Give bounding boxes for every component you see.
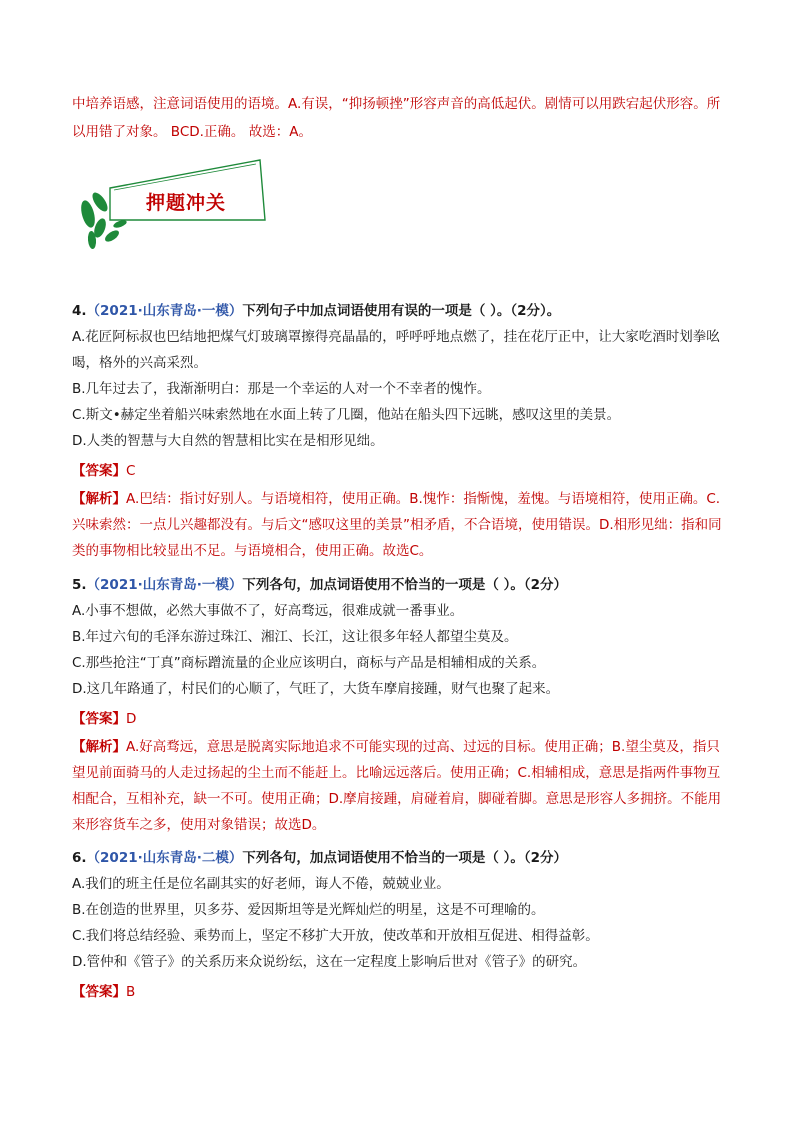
option-a: A.花匠阿标叔也巴结地把煤气灯玻璃罩擦得亮晶晶的，呼呼呼地点燃了，挂在花厅正中，让大家吃酒时划拳吆喝，格外的兴高采烈。 bbox=[72, 329, 720, 371]
answer-line: 【答案】D bbox=[72, 711, 137, 727]
option-d: D.这几年路通了，村民们的心顺了，气旺了，大货车摩肩接踵，财气也聚了起来。 bbox=[72, 681, 560, 697]
question-stem: 下列各句，加点词语使用不恰当的一项是（ ）。（2分） bbox=[242, 577, 567, 593]
answer-line: 【答案】C bbox=[72, 463, 136, 479]
question-6 bbox=[72, 845, 732, 1005]
option-b: B.在创造的世界里，贝多芬、爱因斯坦等是光辉灿烂的明星，这是不可理喻的。 bbox=[72, 902, 545, 918]
option-a: A.小事不想做，必然大事做不了，好高骛远，很难成就一番事业。 bbox=[72, 603, 464, 619]
question-header: 6.（2021·山东青岛·二模）下列各句，加点词语使用不恰当的一项是（ ）。（2分） bbox=[72, 850, 567, 866]
question-stem: 下列各句，加点词语使用不恰当的一项是（ ）。（2分） bbox=[242, 850, 567, 866]
answer-value: C bbox=[126, 463, 136, 479]
question-header: 5.（2021·山东青岛·一模）下列各句，加点词语使用不恰当的一项是（ ）。（2分） bbox=[72, 577, 567, 593]
question-source: （2021·山东青岛·二模） bbox=[86, 850, 243, 866]
option-b: B.年过六旬的毛泽东游过珠江、湘江、长江，这让很多年轻人都望尘莫及。 bbox=[72, 629, 518, 645]
question-source: （2021·山东青岛·一模） bbox=[86, 577, 243, 593]
analysis-text: A.巴结：指讨好别人。与语境相符，使用正确。B.愧怍：指惭愧，羞愧。与语境相符，使用正确。C.兴味索然：一点儿兴趣都没有。与后文“感叹这里的美景”相矛盾，不合语境，使用错误。D.相形见绌：指和同类的事物相比较显出不足。与语境相合，使用正确。故选C。 bbox=[72, 491, 722, 559]
question-source: （2021·山东青岛·一模） bbox=[86, 303, 243, 319]
answer-value: D bbox=[126, 711, 137, 727]
analysis-text: A.好高骛远，意思是脱离实际地追求不可能实现的过高、过远的目标。使用正确；B.望尘莫及，指只望见前面骑马的人走过扬起的尘土而不能赶上。比喻远远落后。使用正确；C.相辅相成，意思是指两件事物互相配合，互相补充，缺一不可。使用正确；D.摩肩接踵，肩碰着肩，脚碰着脚。意思是形容人多拥挤。不能用来形容货车之多，使用对象错误；故选D。 bbox=[72, 739, 722, 833]
question-4 bbox=[72, 298, 732, 564]
option-d: D.管仲和《管子》的关系历来众说纷纭，这在一定程度上影响后世对《管子》的研究。 bbox=[72, 954, 587, 970]
question-stem: 下列句子中加点词语使用有误的一项是（ ）。（2分）。 bbox=[242, 303, 561, 319]
section-title: 押题冲关 bbox=[146, 192, 227, 214]
analysis-line: 【解析】A.巴结：指讨好别人。与语境相符，使用正确。B.愧怍：指惭愧，羞愧。与语境相符，使用正确。C.兴味索然：一点儿兴趣都没有。与后文“感叹这里的美景”相矛盾，不合语境，使用错误。D.相形见绌：指和同类的事物相比较显出不足。与语境相合，使用正确。故选C。 bbox=[72, 491, 722, 559]
analysis-line: 【解析】A.好高骛远，意思是脱离实际地追求不可能实现的过高、过远的目标。使用正确；B.望尘莫及，指只望见前面骑马的人走过扬起的尘土而不能赶上。比喻远远落后。使用正确；C.相辅相成，意思是指两件事物互相配合，互相补充，缺一不可。使用正确；D.摩肩接踵，肩碰着肩，脚碰着脚。意思是形容人多拥挤。不能用来形容货车之多，使用对象错误；故选D。 bbox=[72, 739, 722, 833]
option-c: C.我们将总结经验、乘势而上，坚定不移扩大开放，使改革和开放相互促进、相得益彰。 bbox=[72, 928, 599, 944]
answer-value: B bbox=[126, 984, 136, 1000]
option-b: B.几年过去了，我渐渐明白：那是一个幸运的人对一个不幸者的愧怍。 bbox=[72, 381, 491, 397]
option-c: C.那些抢注“丁真”商标蹭流量的企业应该明白，商标与产品是相辅相成的关系。 bbox=[72, 655, 546, 671]
option-c: C.斯文•赫定坐着船兴味索然地在水面上转了几圈，他站在船头四下远眺，感叹这里的美景。 bbox=[72, 407, 621, 423]
question-5 bbox=[72, 572, 732, 838]
previous-analysis-continuation: 中培养语感，注意词语使用的语境。A.有误，“抑扬顿挫”形容声音的高低起伏。剧情可以用跌宕起伏形容。所以用错了对象。 BCD.正确。 故选：A。 bbox=[72, 96, 721, 140]
question-header: 4.（2021·山东青岛·一模）下列句子中加点词语使用有误的一项是（ ）。（2分）。 bbox=[72, 303, 561, 319]
option-a: A.我们的班主任是位名副其实的好老师，诲人不倦，兢兢业业。 bbox=[72, 876, 450, 892]
answer-line: 【答案】B bbox=[72, 984, 136, 1000]
option-d: D.人类的智慧与大自然的智慧相比实在是相形见绌。 bbox=[72, 433, 384, 449]
